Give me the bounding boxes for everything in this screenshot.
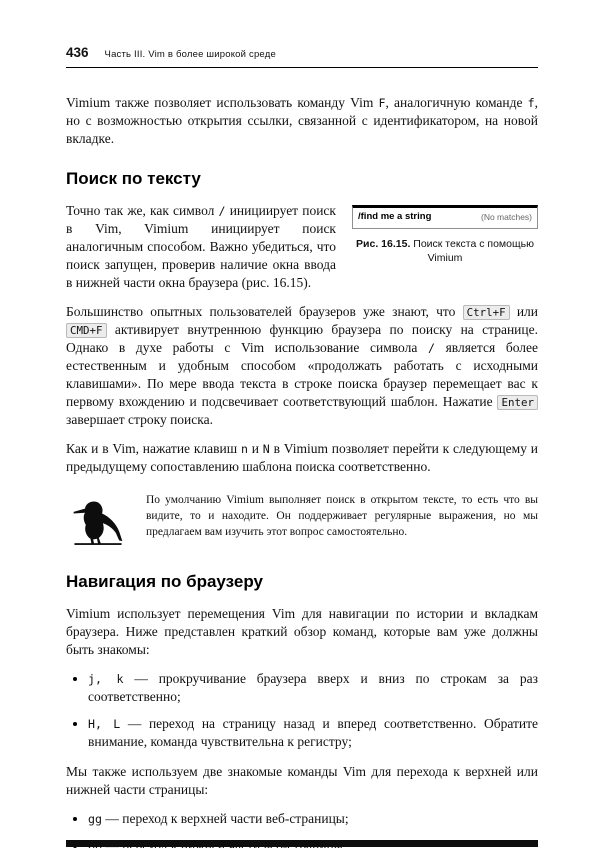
figure-caption-label: Рис. 16.15. xyxy=(356,238,411,251)
note-text: По умолчанию Vimium выполняет поиск в открытом тексте, то есть что вы видите, то и находите. Он поддерживает регулярные выражения, но мы предлагаем вам изучить этот вопрос самостоятельно. xyxy=(146,493,538,539)
section-heading-search: Поиск по тексту xyxy=(66,168,201,188)
command-list-scroll-history xyxy=(72,670,538,751)
running-head xyxy=(66,44,538,68)
figure-caption xyxy=(352,238,538,265)
page-number: 436 xyxy=(66,45,89,60)
paragraph-next-prev: Как и в Vim, нажатие клавиш n и N в Vimium позволяет перейти к следующему и предыдущему сопоставлению шаблона поиска соответственно. xyxy=(66,440,538,474)
findbar-status-text: (No matches) xyxy=(480,212,532,223)
list-item: • gg — переход к верхней части веб-страницы; xyxy=(88,810,538,828)
list-item: • j, k — прокручивание браузера вверх и вниз по строкам за раз соответственно; xyxy=(88,670,538,706)
note-block xyxy=(72,492,538,551)
paragraph-intro: Vimium также позволяет использовать команду Vim F, аналогичную команде f, но с возможностью открытия ссылки, связанной с идентификатором, на новой вкладке. xyxy=(66,94,538,146)
chapter-title: Часть III. Vim в более широкой среде xyxy=(104,49,276,60)
paragraph-search-intro: Точно так же, как символ / инициирует поиск в Vim, Vimium инициирует поиск аналогичным способом. Важно убедиться, что поиск запущен, проверив наличие окна ввода в нижней части окна браузера (рис. 16.15). xyxy=(66,203,336,291)
list-item: • H, L — переход на страницу назад и вперед соответственно. Обратите внимание, команда чувствительна к регистру; xyxy=(88,715,538,751)
paragraph-browser-search: Большинство опытных пользователей браузеров уже знают, что Ctrl+F или CMD+F активирует внутреннюю функцию браузера по поиску на странице. Однако в духе работы с Vim использование символа / является более естественным и удобным способом «продолжать работать с исходными клавишами». По мере ввода текста в строке поиска браузер перемещает вас к первому вхождению и подсвечивает соответствующий шаблон. Нажатие Enter завершает строку поиска. xyxy=(66,304,538,427)
figure-caption-text: Поиск текста с помощью Vimium xyxy=(410,238,534,264)
paragraph-top-bottom: Мы также используем две знакомые команды Vim для перехода к верхней или нижней части страницы: xyxy=(66,764,538,797)
page-bottom-edge xyxy=(66,840,538,847)
raven-icon xyxy=(72,492,124,551)
vimium-findbar-screenshot xyxy=(352,205,538,229)
section-heading-navigation: Навигация по браузеру xyxy=(66,571,263,591)
search-intro-block xyxy=(66,202,538,292)
findbar-query-text: /find me a string xyxy=(358,211,432,223)
paragraph-nav-intro: Vimium использует перемещения Vim для навигации по истории и вкладкам браузера. Ниже представлен краткий обзор команд, которые вам уже должны быть знакомы: xyxy=(66,606,538,658)
figure-16-15 xyxy=(352,205,538,265)
